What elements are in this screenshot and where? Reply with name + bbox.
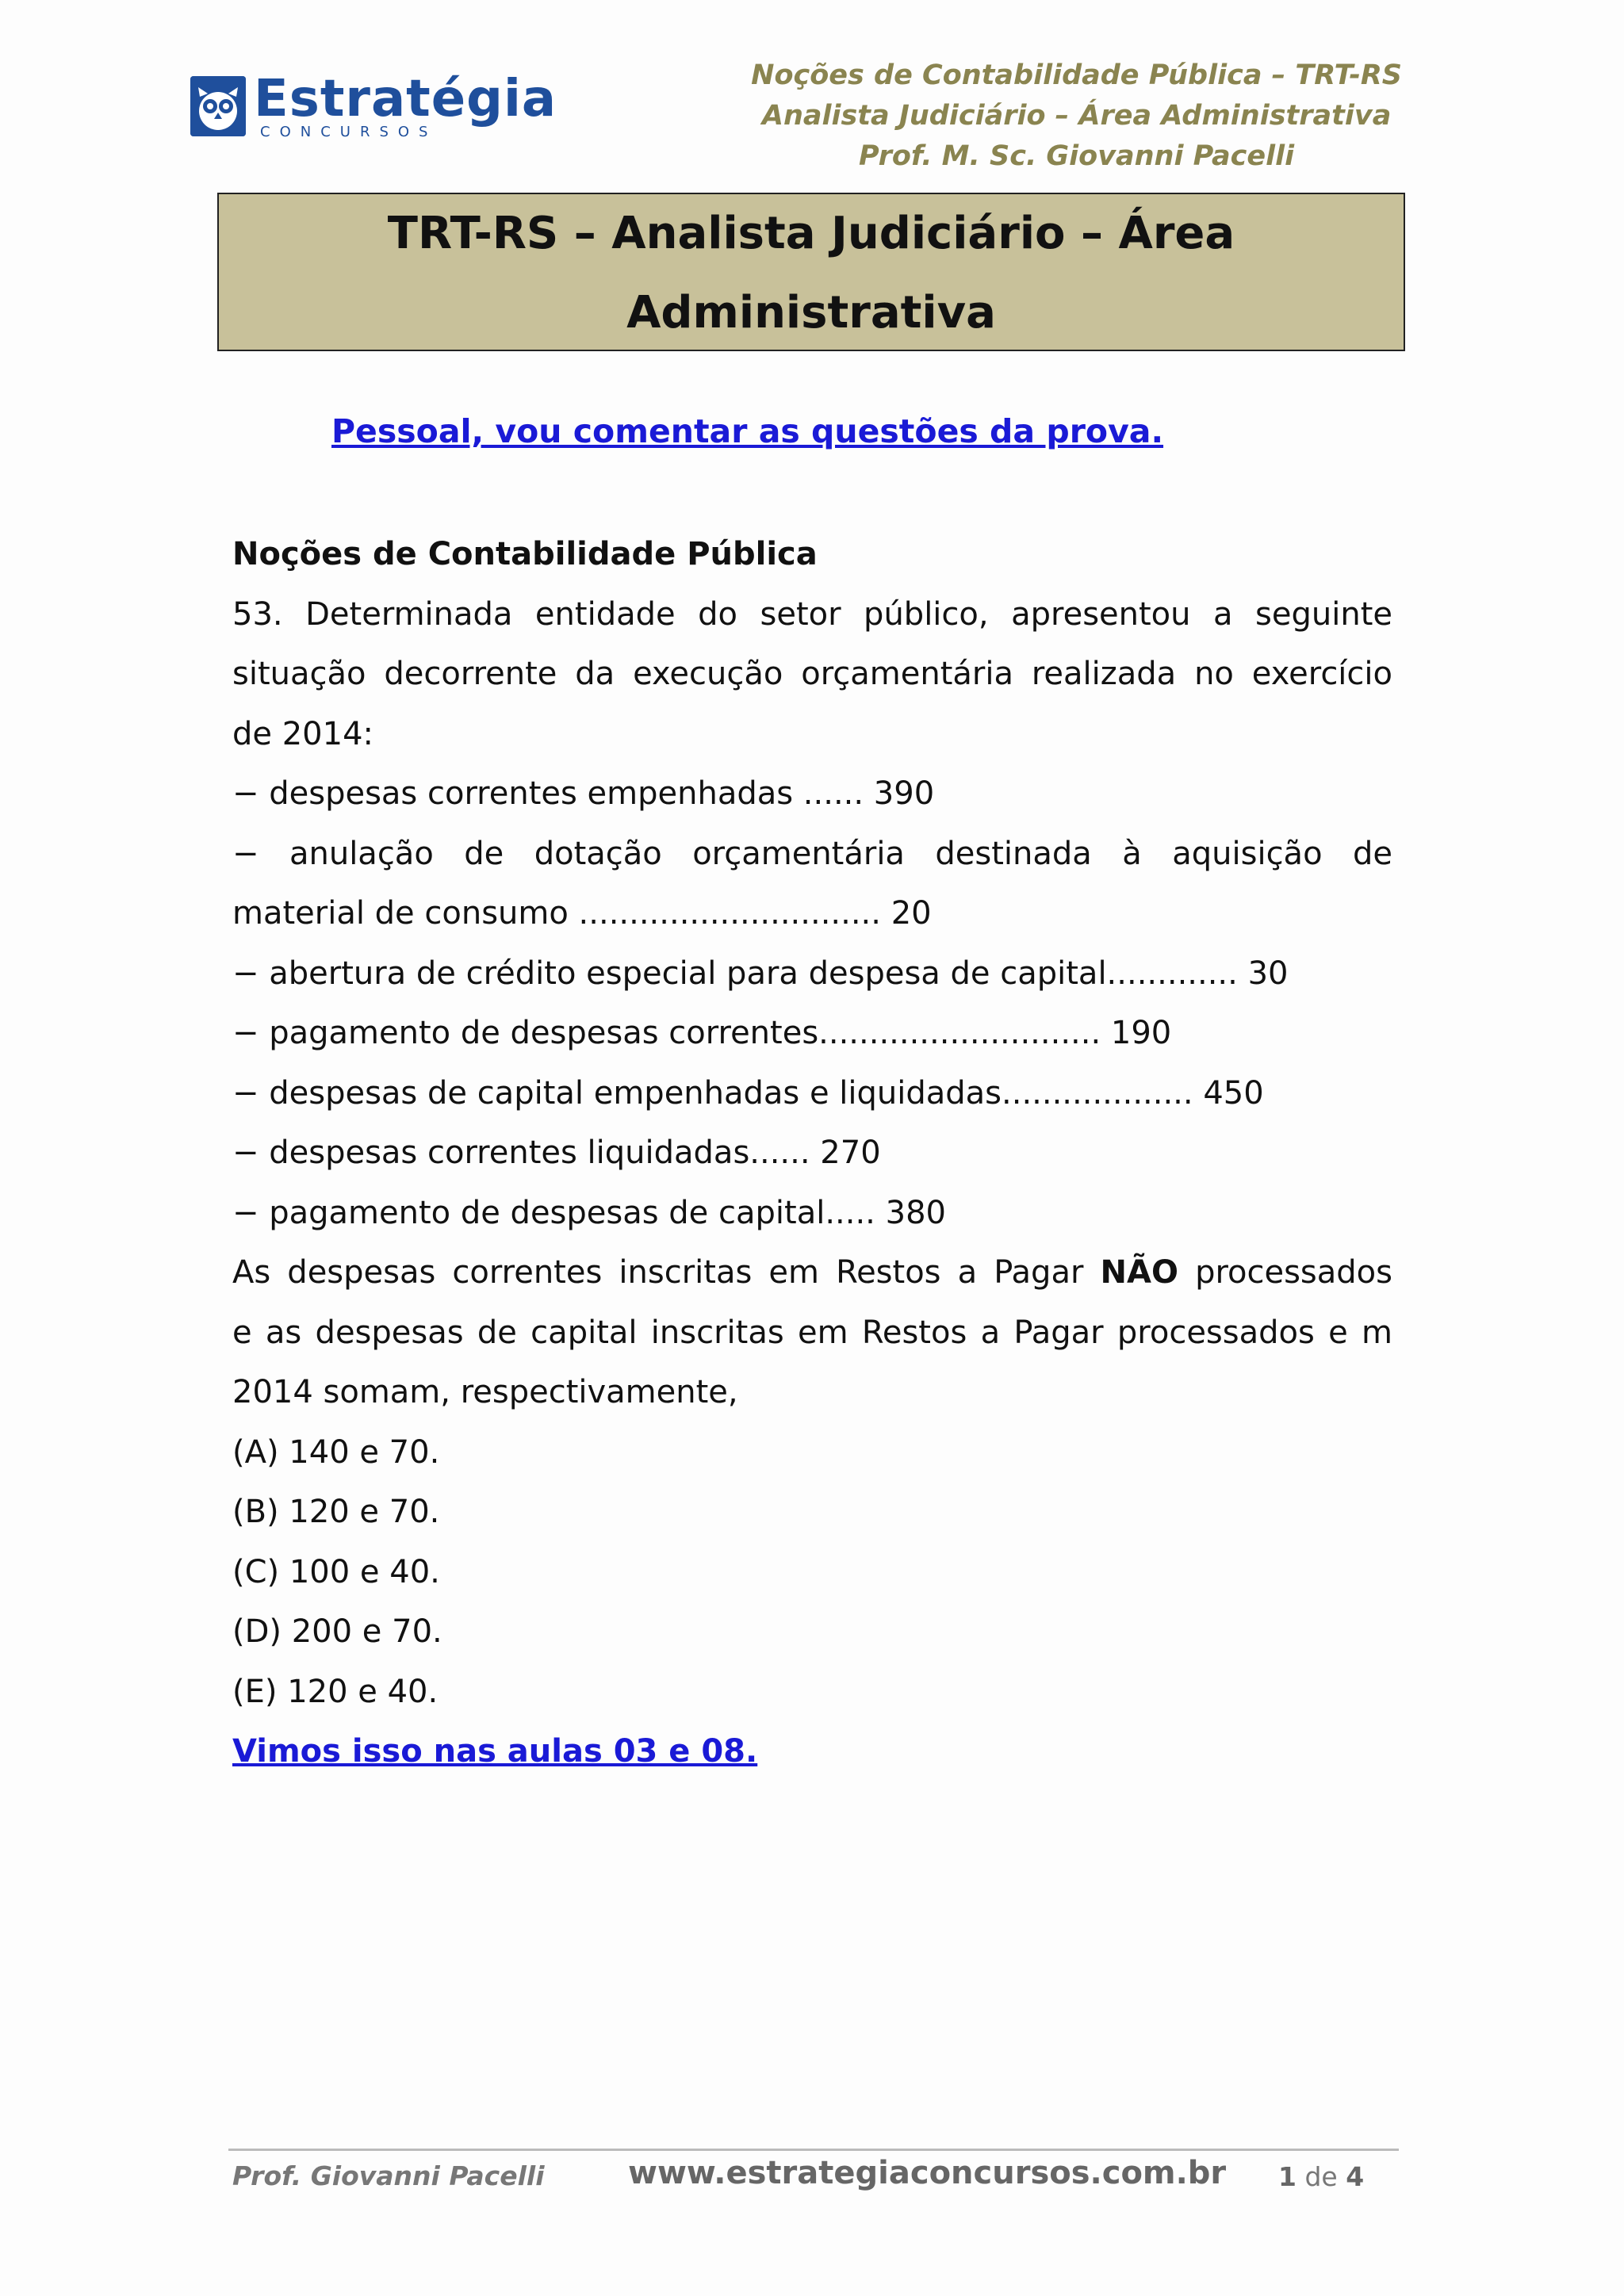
option-b: (B) 120 e 70. [232, 1494, 440, 1530]
option-a: (A) 140 e 70. [232, 1433, 440, 1471]
section-title: Noções de Contabilidade Pública [232, 536, 818, 572]
ask-text-before: As despesas correntes inscritas em Restos a Pagar [232, 1254, 1084, 1291]
item-line: − abertura de crédito especial para despesa de capital............. 30 [232, 955, 1289, 992]
option-c: (C) 100 e 40. [232, 1553, 440, 1590]
header-line-course: Noções de Contabilidade Pública – TRT-RS [751, 59, 1402, 91]
question-content [232, 525, 1392, 1782]
page-current: 1 [1278, 2161, 1297, 2192]
footer-divider [228, 2149, 1399, 2151]
item-line: − despesas correntes liquidadas...... 270 [232, 1135, 881, 1171]
option-e: (E) 120 e 40. [232, 1673, 439, 1710]
header-line-professor: Prof. M. Sc. Giovanni Pacelli [859, 140, 1295, 172]
header-line-position: Analista Judiciário – Área Administrativa [761, 100, 1392, 132]
ask-text-after: processados [1195, 1254, 1392, 1291]
option-d: (D) 200 e 70. [232, 1613, 442, 1650]
item-line: − anulação de dotação orçamentária destinada à aquisição de [232, 835, 1392, 872]
item-line: − despesas de capital empenhadas e liquidadas................... 450 [232, 1074, 1264, 1112]
page-of: de [1304, 2161, 1338, 2192]
ask-line-3: 2014 somam, respectivamente, [232, 1374, 738, 1410]
title-box [217, 193, 1405, 351]
ask-line-2: e as despesas de capital inscritas em Restos a Pagar processados e m [232, 1314, 1392, 1351]
intro-link[interactable]: Pessoal, vou comentar as questões da prova. [331, 412, 1164, 450]
aulas-link[interactable]: Vimos isso nas aulas 03 e 08. [232, 1733, 758, 1770]
owl-icon [190, 76, 246, 136]
item-line: − despesas correntes empenhadas ...... 390 [232, 775, 935, 812]
running-header [751, 55, 1402, 177]
ask-emphasis: NÃO [1100, 1254, 1178, 1291]
ask-line-1 [232, 1243, 1392, 1303]
page-total: 4 [1346, 2161, 1365, 2192]
title-line-2: Administrativa [626, 287, 996, 339]
estrategia-logo [190, 70, 557, 144]
statement-line-1: 53. Determinada entidade do setor público, apresentou a seguinte [232, 595, 1392, 633]
statement-line-2: situação decorrente da execução orçamentária realizada no exercício [232, 656, 1392, 692]
item-line: − pagamento de despesas correntes............................ 190 [232, 1015, 1172, 1051]
footer-author: Prof. Giovanni Pacelli [232, 2160, 545, 2191]
page-indicator [1278, 2161, 1364, 2192]
footer-website[interactable]: www.estrategiaconcursos.com.br [628, 2155, 1227, 2191]
title-line-1: TRT-RS – Analista Judiciário – Área [387, 208, 1235, 259]
logo-subtitle: CONCURSOS [260, 124, 438, 140]
item-line: − pagamento de despesas de capital..... 380 [232, 1194, 946, 1231]
item-line: material de consumo .............................. 20 [232, 895, 932, 932]
statement-line-3: de 2014: [232, 715, 373, 752]
logo-name: Estratégia [254, 70, 557, 128]
